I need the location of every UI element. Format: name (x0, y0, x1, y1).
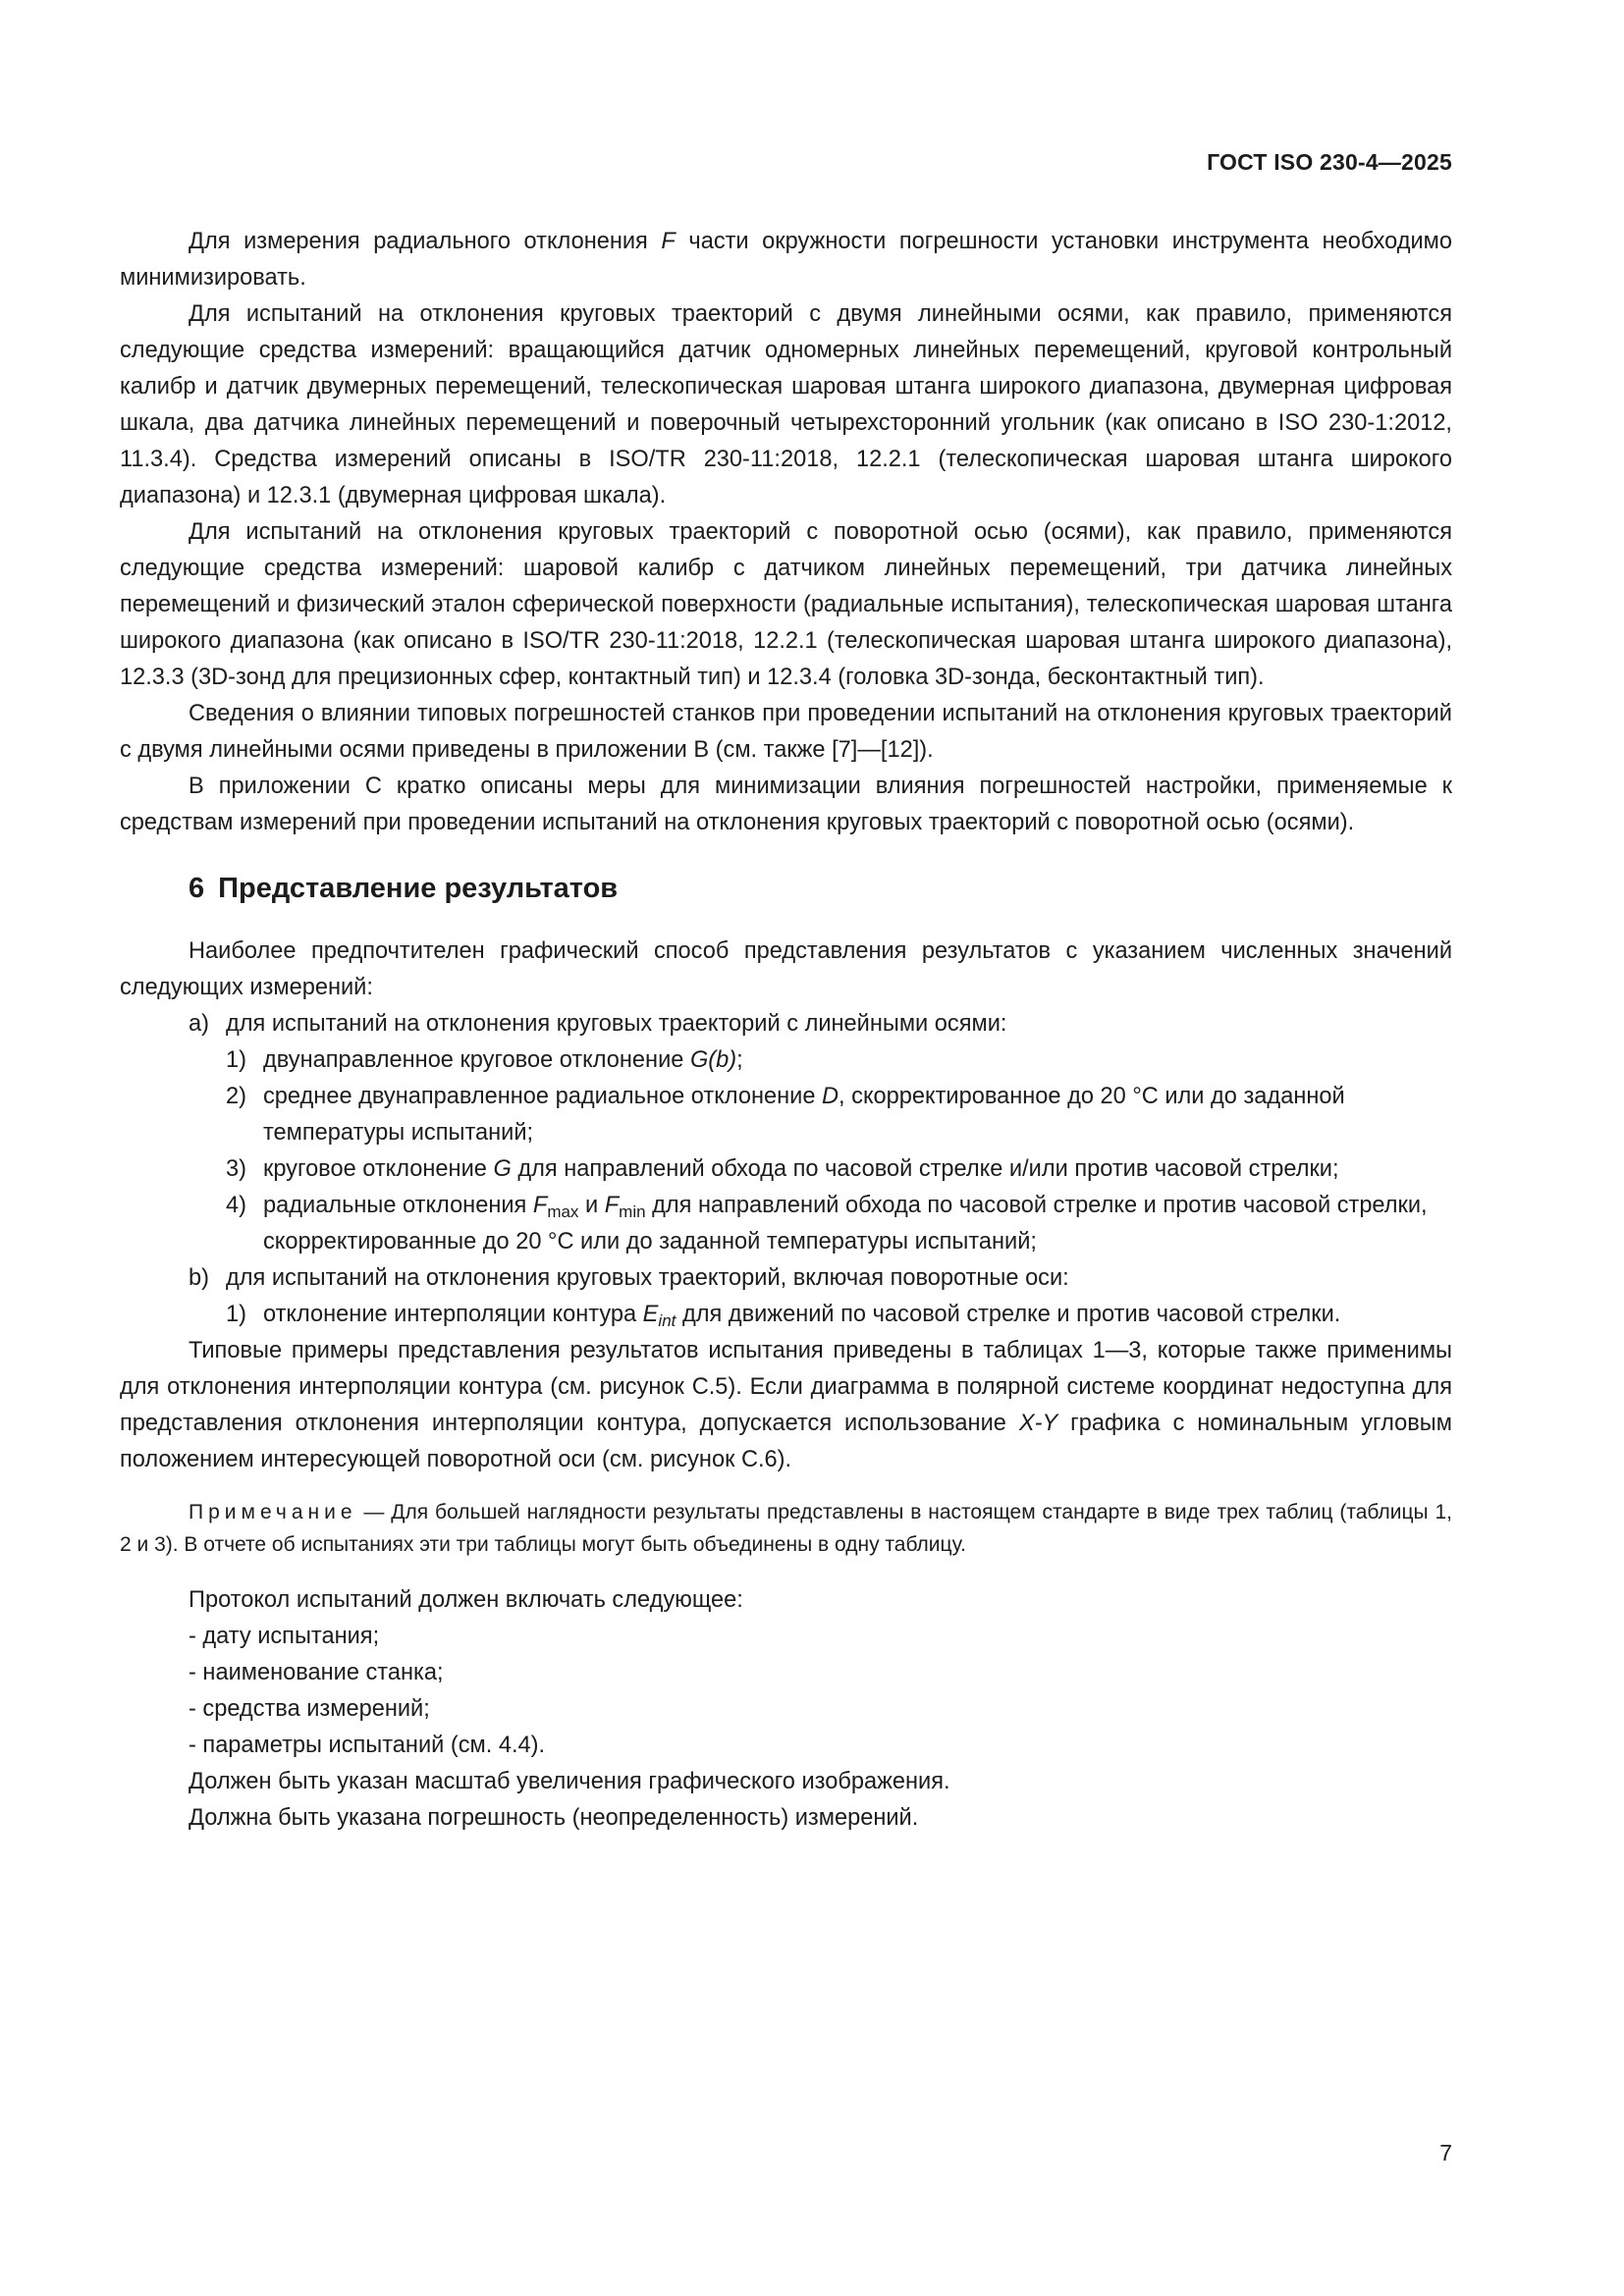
math-subscript: int (658, 1311, 677, 1330)
protocol-item: - параметры испытаний (см. 4.4). (189, 1733, 546, 1758)
text-run: двунаправленное круговое отклонение (263, 1047, 690, 1073)
text-run: для направлений обхода по часовой стрелке и/или против часовой стрелки; (511, 1156, 1339, 1182)
list-label: 4) (226, 1193, 246, 1218)
text-run: для направлений обхода по часовой стрелке и против часовой стрелки, скорректированные до 20 °С или до заданной температуры испытаний; (263, 1193, 1428, 1255)
list-text (263, 1079, 1452, 1151)
math-variable: F (661, 229, 676, 254)
text-run: графика с номинальным угловым положением интересующей поворотной оси (см. рисунок С.6). (120, 1411, 1452, 1472)
list-item (189, 1260, 1452, 1297)
note-paragraph (120, 1496, 1452, 1561)
text-run: части окружности погрешности установки инструмента необходимо минимизировать. (120, 229, 1452, 291)
text-run: , скорректированное до 20 °С или до заданной температуры испытаний; (263, 1084, 1345, 1146)
protocol-item: - дату испытания; (189, 1624, 380, 1649)
list-text: для испытаний на отклонения круговых траекторий с линейными осями: (226, 1011, 1007, 1037)
results-list (120, 1006, 1452, 1333)
intro-paragraph: Для испытаний на отклонения круговых траекторий с поворотной осью (осями), как правило, применяются следующие средства измерений: шаровой калибр с датчиком линейных перемещений, три датчика линейных перемещений и физический эталон сферической поверхности (радиальные испытания), телескопическая шаровая штанга широкого диапазона (как описано в ISO/TR 230-11:2018, 12.2.1 (телескопическая шаровая штанга широкого диапазона), 12.3.3 (3D-зонд для прецизионных сфер, контактный тип) и 12.3.4 (головка 3D-зонда, бесконтактный тип). (120, 519, 1452, 690)
note-label: Примечание (189, 1501, 357, 1523)
section-lead-paragraph: Наиболее предпочтителен графический способ представления результатов с указанием численных значений следующих измерений: (120, 938, 1452, 1000)
list-label: 1) (226, 1047, 246, 1073)
math-variable: F (604, 1193, 620, 1218)
intro-paragraph: Сведения о влиянии типовых погрешностей станков при проведении испытаний на отклонения круговых траекторий с двумя линейными осями приведены в приложении В (см. также [7]—[12]). (120, 701, 1452, 763)
list-label: 2) (226, 1084, 246, 1109)
list-label: 1) (226, 1302, 246, 1327)
document-body (120, 224, 1452, 1837)
intro-paragraph: Для испытаний на отклонения круговых траекторий с двумя линейными осями, как правило, применяются следующие средства измерений: вращающийся датчик одномерных линейных перемещений, круговой контрольный калибр и датчик двумерных перемещений, телескопическая шаровая штанга широкого диапазона, двумерная цифровая шкала, два датчика линейных перемещений и поверочный четырехсторонний угольник (как описано в ISO 230-1:2012, 11.3.4). Средства измерений описаны в ISO/TR 230-11:2018, 12.2.1 (телескопическая шаровая штанга широкого диапазона) и 12.3.1 (двумерная цифровая шкала). (120, 301, 1452, 508)
list-item (189, 1297, 1452, 1333)
list-item (189, 1188, 1452, 1260)
list-item (189, 1151, 1452, 1188)
section-title: Представление результатов (218, 873, 619, 904)
text-run: ; (736, 1047, 743, 1073)
list-text (263, 1042, 1452, 1079)
list-label: b) (189, 1265, 209, 1291)
text-run: среднее двунаправленное радиальное отклонение (263, 1084, 822, 1109)
text-run: отклонение интерполяции контура (263, 1302, 643, 1327)
section-heading (120, 869, 1452, 908)
list-text: для испытаний на отклонения круговых траекторий, включая поворотные оси: (226, 1265, 1069, 1291)
math-variable: F (532, 1193, 548, 1218)
list-label: a) (189, 1011, 209, 1037)
text-run: для движений по часовой стрелке и против часовой стрелки. (676, 1302, 1341, 1327)
list-label: 3) (226, 1156, 246, 1182)
closing-line: Должен быть указан масштаб увеличения графического изображения. (189, 1769, 950, 1794)
text-run: радиальные отклонения (263, 1193, 533, 1218)
math-variable: X-Y (1018, 1411, 1058, 1436)
protocol-lead: Протокол испытаний должен включать следующее: (189, 1587, 743, 1613)
text-run: Типовые примеры представления результатов испытания приведены в таблицах 1—3, которые также применимы для отклонения интерполяции контура (см. рисунок С.5). Если диаграмма в полярной системе координат недоступна для представления отклонения интерполяции контура, допускается использование (120, 1338, 1452, 1436)
note-text: — Для большей наглядности результаты представлены в настоящем стандарте в виде трех таблиц (таблицы 1, 2 и 3). В отчете об испытаниях эти три таблицы могут быть объединены в одну таблицу. (120, 1501, 1452, 1556)
math-variable: D (822, 1084, 839, 1109)
list-text (263, 1188, 1452, 1260)
list-text (263, 1151, 1452, 1188)
list-item (189, 1079, 1452, 1151)
text-run: Для измерения радиального отклонения (189, 229, 662, 254)
list-item (189, 1042, 1452, 1079)
list-text (263, 1297, 1452, 1333)
math-variable: G (493, 1156, 512, 1182)
math-subscript: max (547, 1202, 579, 1221)
math-variable: E (642, 1302, 659, 1327)
intro-paragraph: В приложении С кратко описаны меры для минимизации влияния погрешностей настройки, применяемые к средствам измерений при проведении испытаний на отклонения круговых траекторий с поворотной осью (осями). (120, 774, 1452, 835)
section-number: 6 (189, 873, 205, 904)
protocol-item: - средства измерений; (189, 1696, 430, 1722)
document-header-code: ГОСТ ISO 230-4—2025 (1207, 149, 1452, 175)
math-variable: G(b) (689, 1047, 737, 1073)
intro-paragraph (120, 224, 1452, 296)
protocol-item: - наименование станка; (189, 1660, 444, 1685)
list-item (189, 1006, 1452, 1042)
math-subscript: min (619, 1202, 646, 1221)
examples-paragraph (120, 1333, 1452, 1478)
closing-line: Должна быть указана погрешность (неопределенность) измерений. (189, 1805, 919, 1831)
text-run: и (578, 1193, 605, 1218)
text-run: круговое отклонение (263, 1156, 494, 1182)
page-number: 7 (1439, 2140, 1452, 2165)
